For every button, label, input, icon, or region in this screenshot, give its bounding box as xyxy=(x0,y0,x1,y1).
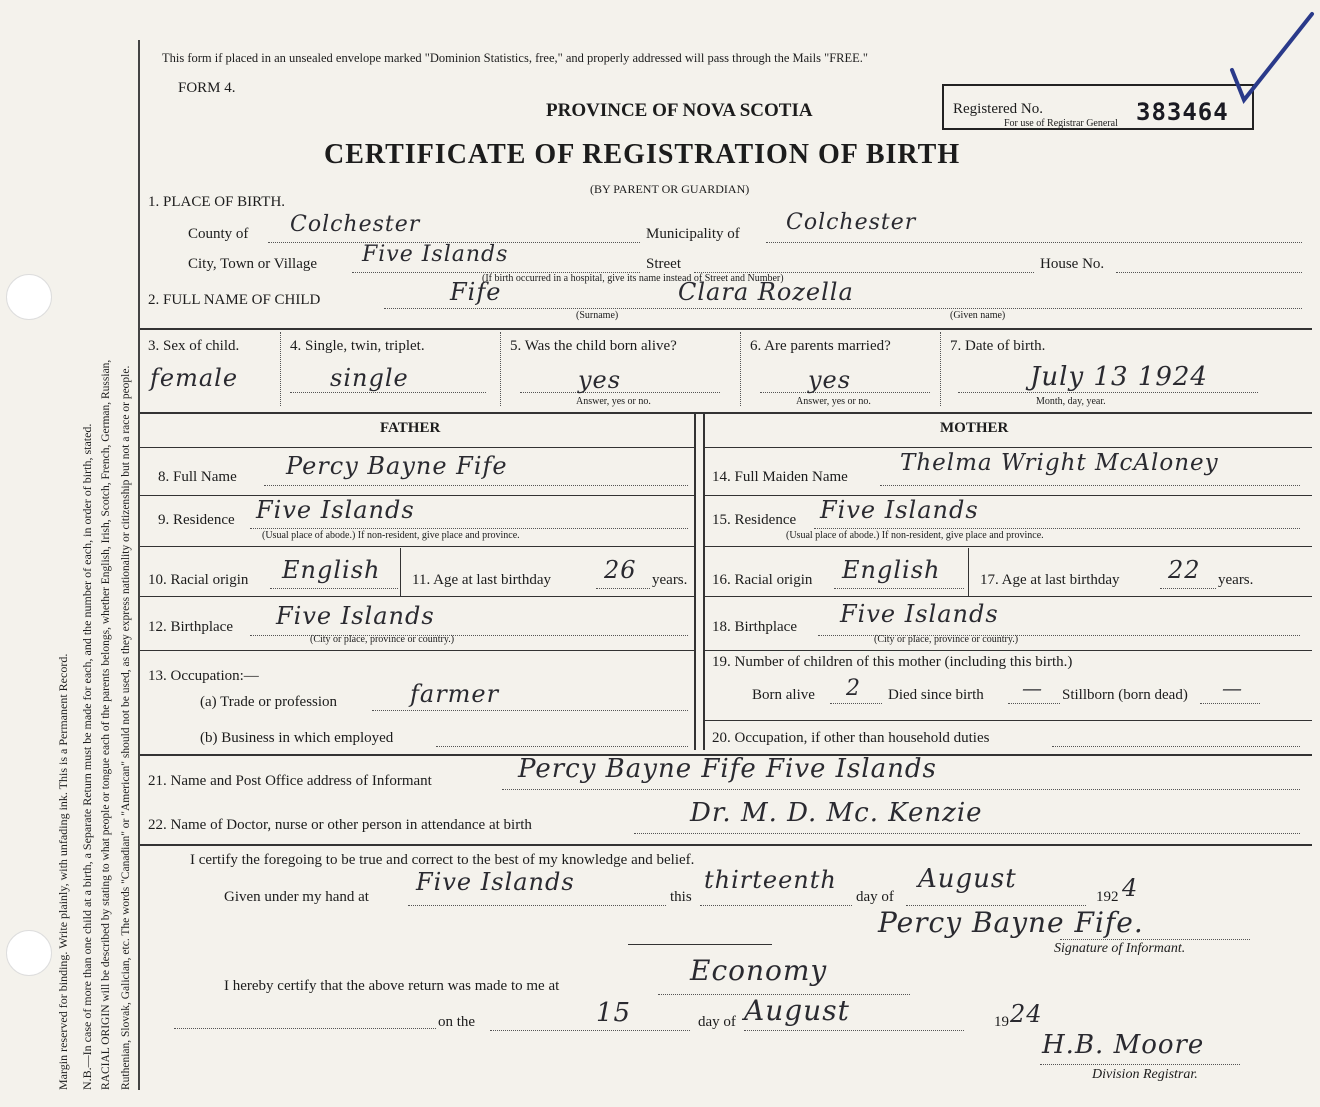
mother-name-value: Thelma Wright McAloney xyxy=(900,450,1219,476)
mother-birthplace-caption: (City or place, province or country.) xyxy=(874,634,1019,645)
father-occupation-label: 13. Occupation:— xyxy=(148,668,259,684)
county-label: County of xyxy=(188,226,249,242)
doctor-value: Dr. M. D. Mc. Kenzie xyxy=(690,798,983,828)
return-year-value: 24 xyxy=(1010,1000,1043,1028)
father-trade-label: (a) Trade or profession xyxy=(200,694,338,710)
city-value: Five Islands xyxy=(362,242,509,267)
margin-note-1: Margin reserved for binding. Write plainly, with unfading ink. This is a Permanent Record. xyxy=(56,653,70,1090)
father-heading: FATHER xyxy=(380,420,441,436)
mother-age-value: 22 xyxy=(1168,556,1201,584)
return-month-value: August xyxy=(744,994,850,1027)
certificate-subtitle: (BY PARENT OR GUARDIAN) xyxy=(590,182,750,196)
father-name-label: 8. Full Name xyxy=(158,469,237,485)
return-year-prefix: 19 xyxy=(994,1014,1009,1030)
mother-heading: MOTHER xyxy=(940,420,1009,436)
stillborn-label: Stillborn (born dead) xyxy=(1062,687,1188,703)
given-label: Given under my hand at xyxy=(224,889,369,905)
signature-caption: Signature of Informant. xyxy=(1054,941,1186,956)
father-age-value: 26 xyxy=(604,556,637,584)
father-birthplace-caption: (City or place, province or country.) xyxy=(310,634,455,645)
form-number: FORM 4. xyxy=(178,80,236,96)
father-age-label: 11. Age at last birthday xyxy=(412,572,551,588)
married-value: yes xyxy=(808,366,852,394)
mother-birthplace-label: 18. Birthplace xyxy=(712,619,797,635)
margin-note-4: Ruthenian, Slovak, Galician, etc. The words "Canadian" or "American" should not be used, as they express nationality or citizenship but not a race or people. xyxy=(120,365,132,1090)
father-residence-value: Five Islands xyxy=(256,496,415,524)
married-label: 6. Are parents married? xyxy=(750,338,891,354)
mother-residence-value: Five Islands xyxy=(820,496,979,524)
alive-value: yes xyxy=(578,366,622,394)
mother-residence-label: 15. Residence xyxy=(712,512,797,528)
died-value: — xyxy=(1022,676,1043,700)
place-of-birth-label: 1. PLACE OF BIRTH. xyxy=(148,194,286,210)
informant-label: 21. Name and Post Office address of Informant xyxy=(148,773,432,789)
given-name-caption: (Given name) xyxy=(950,310,1006,321)
registrar-caption: Division Registrar. xyxy=(1092,1067,1198,1082)
given-name-value: Clara Rozella xyxy=(678,278,854,306)
mother-occupation-label: 20. Occupation, if other than household duties xyxy=(712,730,990,746)
born-alive-value: 2 xyxy=(846,676,861,701)
municipality-label: Municipality of xyxy=(646,226,740,242)
informant-signature: Percy Bayne Fife. xyxy=(878,906,1144,939)
month-value: August xyxy=(918,864,1017,894)
day-value: thirteenth xyxy=(704,866,837,894)
father-racial-label: 10. Racial origin xyxy=(148,572,249,588)
father-business-label: (b) Business in which employed xyxy=(200,730,394,746)
city-label: City, Town or Village xyxy=(188,256,318,272)
year-prefix: 192 xyxy=(1096,889,1119,905)
on-the-label: on the xyxy=(438,1014,476,1030)
informant-value: Percy Bayne Fife Five Islands xyxy=(518,754,937,784)
father-birthplace-value: Five Islands xyxy=(276,602,435,630)
stillborn-value: — xyxy=(1222,676,1243,700)
binding-hole-bottom xyxy=(6,930,52,976)
dob-value: July 13 1924 xyxy=(1030,362,1208,392)
registrar-signature: H.B. Moore xyxy=(1042,1030,1205,1060)
given-place-value: Five Islands xyxy=(416,868,575,896)
form-left-border xyxy=(138,40,140,1090)
province-heading: PROVINCE OF NOVA SCOTIA xyxy=(546,100,813,121)
mother-children-label: 19. Number of children of this mother (including this birth.) xyxy=(712,654,1073,670)
margin-note-3: RACIAL ORIGIN will be described by stating to what people or tongue each of the parents belongs, whether English, Irish, Scotch, French, German, Russian, xyxy=(100,359,112,1090)
father-trade-value: farmer xyxy=(410,680,500,708)
day-of2-label: day of xyxy=(698,1014,736,1030)
alive-caption: Answer, yes or no. xyxy=(576,396,651,407)
mother-racial-value: English xyxy=(842,556,941,584)
alive-label: 5. Was the child born alive? xyxy=(510,338,677,354)
checkmark-icon xyxy=(1226,8,1316,113)
born-alive-label: Born alive xyxy=(752,687,815,703)
year-value: 4 xyxy=(1122,874,1139,902)
county-value: Colchester xyxy=(290,212,421,237)
father-birthplace-label: 12. Birthplace xyxy=(148,619,233,635)
registered-label: Registered No. xyxy=(953,101,1043,117)
registered-number: 383464 xyxy=(1136,98,1229,126)
mother-name-label: 14. Full Maiden Name xyxy=(712,469,848,485)
surname-caption: (Surname) xyxy=(576,310,619,321)
mother-years-label: years. xyxy=(1218,572,1254,588)
father-racial-value: English xyxy=(282,556,381,584)
day-of-label: day of xyxy=(856,889,894,905)
return-day-value: 15 xyxy=(596,998,632,1028)
died-label: Died since birth xyxy=(888,687,984,703)
mother-birthplace-value: Five Islands xyxy=(840,600,999,628)
father-name-value: Percy Bayne Fife xyxy=(286,452,508,480)
house-no-label: House No. xyxy=(1040,256,1105,272)
dob-label: 7. Date of birth. xyxy=(950,338,1046,354)
return-label: I hereby certify that the above return was made to me at xyxy=(224,978,560,994)
certification-divider xyxy=(628,944,772,945)
single-value: single xyxy=(330,364,409,392)
mother-residence-caption: (Usual place of abode.) If non-resident, give place and province. xyxy=(786,530,1044,541)
father-years-label: years. xyxy=(652,572,688,588)
street-label: Street xyxy=(646,256,681,272)
registrar-use-note: For use of Registrar General xyxy=(1004,118,1118,129)
doctor-label: 22. Name of Doctor, nurse or other person in attendance at birth xyxy=(148,817,532,833)
father-residence-label: 9. Residence xyxy=(158,512,235,528)
mother-age-label: 17. Age at last birthday xyxy=(980,572,1120,588)
mail-notice: This form if placed in an unsealed envelope marked "Dominion Statistics, free," and properly addressed will pass through the Mails "FREE." xyxy=(162,51,869,65)
certificate-title: CERTIFICATE OF REGISTRATION OF BIRTH xyxy=(324,139,961,170)
municipality-value: Colchester xyxy=(786,210,917,235)
single-label: 4. Single, twin, triplet. xyxy=(290,338,425,354)
this-label: this xyxy=(670,889,692,905)
child-name-label: 2. FULL NAME OF CHILD xyxy=(148,292,321,308)
dob-caption: Month, day, year. xyxy=(1036,396,1106,407)
return-place-value: Economy xyxy=(690,954,828,987)
certify-statement: I certify the foregoing to be true and correct to the best of my knowledge and belief. xyxy=(190,852,695,868)
margin-note-2: N.B.—In case of more than one child at a birth, a Separate Return must be made for each, and the number of each, in order of birth, stated. xyxy=(80,423,94,1090)
hospital-note: (If birth occurred in a hospital, give its name instead of Street and Number) xyxy=(482,273,784,284)
surname-value: Fife xyxy=(450,278,502,306)
mother-racial-label: 16. Racial origin xyxy=(712,572,813,588)
sex-label: 3. Sex of child. xyxy=(148,338,240,354)
binding-hole-top xyxy=(6,274,52,320)
married-caption: Answer, yes or no. xyxy=(796,396,871,407)
father-residence-caption: (Usual place of abode.) If non-resident, give place and province. xyxy=(262,530,520,541)
sex-value: female xyxy=(150,364,239,392)
